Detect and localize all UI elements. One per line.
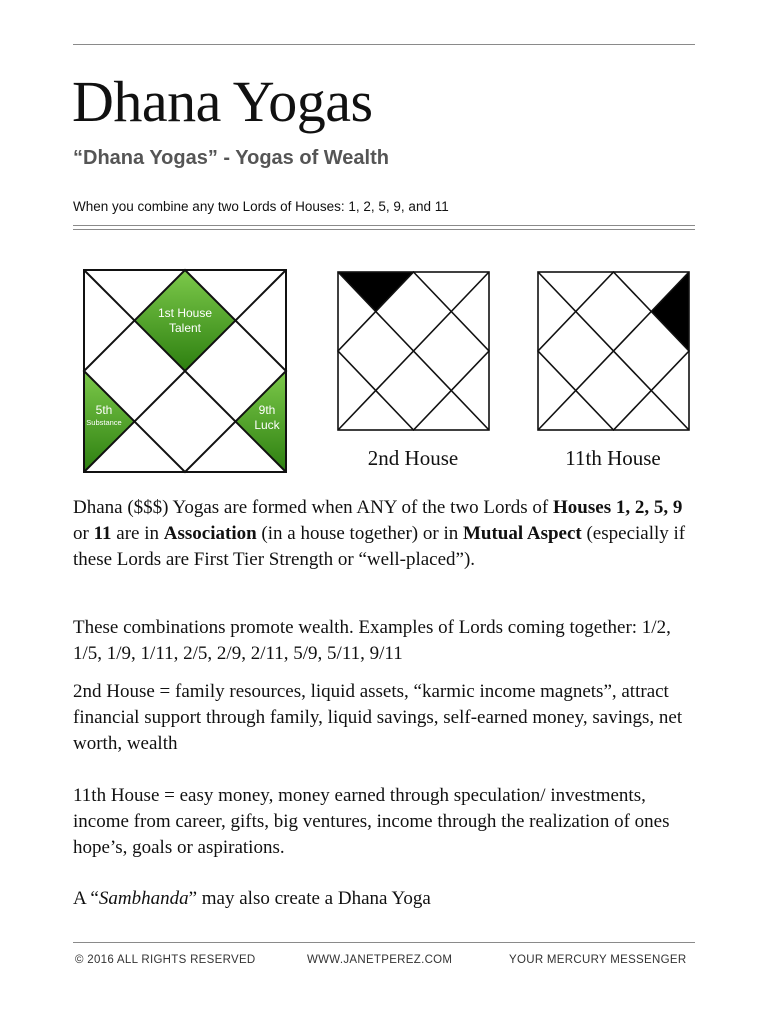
first-house-label bbox=[135, 306, 235, 336]
paragraph-dhana-formation bbox=[73, 495, 698, 573]
p1-text-1: Dhana ($$$) Yogas are formed when ANY of the two Lords of bbox=[73, 497, 554, 518]
footer-tagline: YOUR MERCURY MESSENGER bbox=[509, 954, 687, 966]
paragraph-sambhanda bbox=[73, 886, 698, 912]
ninth-house-label bbox=[246, 403, 288, 433]
paragraph-second-house: 2nd House = family resources, liquid assets, “karmic income magnets”, attract financial support through family, liquid savings, self-earned money, savings, net worth, wealth bbox=[73, 681, 683, 754]
paragraph-eleventh-house: 11th House = easy money, money earned through speculation/ investments, income from career, gifts, big ventures, income through the realization of ones hope’s, goals or aspirations. bbox=[73, 785, 670, 858]
first-house-label-line2: Talent bbox=[168, 321, 202, 335]
footer-website: WWW.JANETPEREZ.COM bbox=[307, 954, 453, 966]
page-title: Dhana Yogas bbox=[72, 69, 373, 134]
paragraph-combinations: These combinations promote wealth. Examples of Lords coming together: 1/2, 1/5, 1/9, 1/11, 2/5, 2/9, 2/11, 5/9, 5/11, 9/11 bbox=[73, 617, 671, 664]
intro-text: When you combine any two Lords of Houses: 1, 2, 5, 9, and 11 bbox=[73, 199, 449, 214]
p1-text-5: (especially if these Lords are First Tier Strength or “well-placed”). bbox=[73, 523, 686, 570]
ninth-house-label-line2: Luck bbox=[254, 418, 280, 432]
ninth-house-label-line1: 9th bbox=[258, 403, 276, 417]
second-house-caption: 2nd House bbox=[367, 446, 459, 470]
fifth-house-label-line2: Substance bbox=[86, 418, 122, 427]
first-house-label-line1: 1st House bbox=[157, 306, 213, 320]
eleventh-house-highlight bbox=[651, 272, 689, 351]
fifth-house-label-line1: 5th bbox=[95, 403, 113, 417]
p5-italic-sambhanda: Sambhanda bbox=[98, 888, 189, 909]
second-house-highlight bbox=[338, 272, 413, 311]
double-rule-lower bbox=[73, 229, 695, 230]
main-house-chart bbox=[82, 268, 288, 474]
footer-rule bbox=[73, 942, 695, 943]
p5-text-2: ” may also create a Dhana Yoga bbox=[188, 888, 431, 909]
fifth-house-label bbox=[82, 403, 126, 428]
p1-text-3: are in bbox=[111, 523, 164, 544]
p1-text-2: or bbox=[73, 523, 94, 544]
p1-bold-association: Association bbox=[163, 523, 257, 544]
eleventh-house-caption: 11th House bbox=[565, 446, 661, 470]
p1-bold-houses: Houses 1, 2, 5, 9 bbox=[553, 497, 683, 518]
footer-copyright: © 2016 ALL RIGHTS RESERVED bbox=[75, 954, 256, 966]
second-house-chart bbox=[337, 271, 490, 431]
double-rule-upper bbox=[73, 225, 695, 226]
top-rule bbox=[73, 44, 695, 45]
p1-bold-mutual-aspect: Mutual Aspect bbox=[462, 523, 582, 544]
p1-bold-eleven: 11 bbox=[93, 523, 112, 544]
eleventh-house-chart bbox=[537, 271, 690, 431]
p5-text-1: A “ bbox=[73, 888, 99, 909]
p1-text-4: (in a house together) or in bbox=[256, 523, 463, 544]
page-subtitle: “Dhana Yogas” - Yogas of Wealth bbox=[73, 147, 389, 169]
